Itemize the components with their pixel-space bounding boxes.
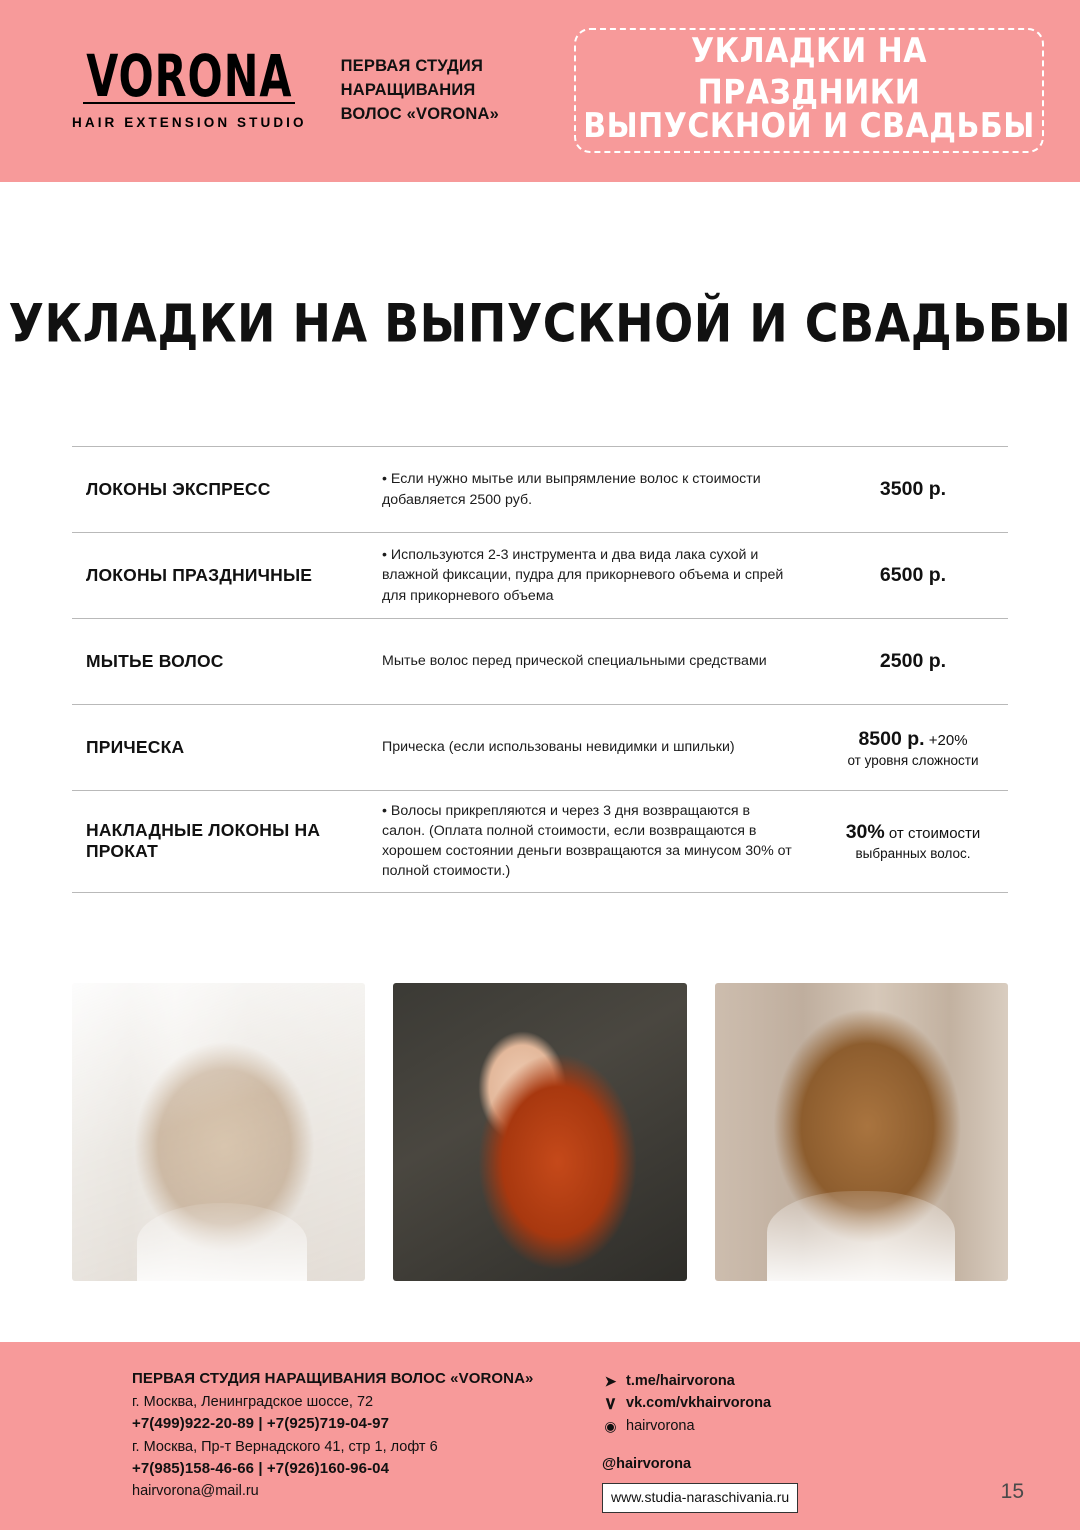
instagram-link[interactable] [602,1415,798,1437]
service-name: ЛОКОНЫ ЭКСПРЕСС [86,479,271,499]
page-title: УКЛАДКИ НА ВЫПУСКНОЙ И СВАДЬБЫ [8,291,1072,355]
service-name: ЛОКОНЫ ПРАЗДНИЧНЫЕ [86,565,313,585]
studio-line-1: ПЕРВАЯ СТУДИЯ [340,57,484,76]
telegram-icon: ➤ [604,1373,617,1390]
vk-label: vk.com/vkhairvorona [626,1395,772,1412]
price-note: от уровня сложности [847,752,979,768]
footer-phones-2: +7(985)158-46-66 | +7(926)160-96-04 [132,1459,390,1477]
telegram-link[interactable] [602,1370,798,1392]
price-value: 8500 р. [858,727,925,750]
service-description: • Волосы прикрепляются и через 3 дня возвращаются в салон. (Оплата полной стоимости, если возвращаются в хорошем состоянии деньги возвращаются за минусом 30% от полной стоимости.) [382,803,792,880]
hairstyle-photo-2 [393,983,686,1281]
service-name: МЫТЬЕ ВОЛОС [86,651,224,671]
service-name: НАКЛАДНЫЕ ЛОКОНЫ НА ПРОКАТ [86,820,321,862]
instagram-label: hairvorona [626,1417,695,1434]
page-number: 15 [1000,1480,1024,1503]
photo-gallery [72,983,1008,1281]
logo-block [72,42,500,130]
price-value: 2500 р. [879,650,947,672]
logo-tagline: HAIR EXTENSION STUDIO [72,114,307,130]
social-handle: @hairvorona [602,1456,692,1473]
service-description: • Если нужно мытье или выпрямление волос к стоимости добавляется 2500 руб. [382,471,761,508]
header-badge-line-1: УКЛАДКИ НА ПРАЗДНИКИ [691,31,927,112]
price-table [72,446,1008,893]
service-name: ПРИЧЕСКА [86,737,185,757]
vk-icon: 𝐕 [605,1395,616,1412]
footer-email[interactable]: hairvorona@mail.ru [132,1483,259,1500]
page-footer [0,1342,1080,1530]
footer-phones-1: +7(499)922-20-89 | +7(925)719-04-97 [132,1414,390,1432]
table-row [72,705,1008,791]
service-price [818,650,1008,673]
logo-wordmark: VORONA [86,42,293,110]
header-badge-line-2: ВЫПУСКНОЙ И СВАДЬБЫ [583,106,1035,146]
price-value: 3500 р. [879,478,947,500]
table-row [72,791,1008,893]
footer-social [602,1368,798,1530]
service-description: Прическа (если использованы невидимки и шпильки) [382,739,735,756]
hairstyle-photo-3 [715,983,1008,1281]
price-note: выбранных волос. [855,846,971,862]
telegram-label: t.me/hairvorona [626,1373,735,1389]
header-badge [574,28,1044,153]
price-modifier: +20% [924,731,968,749]
studio-line-3: ВОЛОС «VORONA» [340,104,500,123]
footer-address-2: г. Москва, Пр-т Вернадского 41, стр 1, лофт 6 [132,1438,438,1455]
table-row [72,619,1008,705]
studio-description [341,55,499,127]
service-description: • Используются 2-3 инструмента и два вида лака сухой и влажной фиксации, пудра для прикорневого объема и спрей для прикорневого объема [382,547,784,604]
footer-company-name: ПЕРВАЯ СТУДИЯ НАРАЩИВАНИЯ ВОЛОС «VORONA» [132,1370,534,1387]
table-row [72,533,1008,619]
price-modifier: от стоимости [884,825,981,843]
vorona-logo [72,42,307,130]
table-row [72,447,1008,533]
footer-address-1: г. Москва, Ленинградское шоссе, 72 [132,1393,374,1410]
vk-link[interactable] [602,1392,798,1414]
service-price [818,728,1008,768]
service-price [818,564,1008,587]
instagram-icon: ◉ [604,1418,617,1435]
service-description: Мытье волос перед прической специальными средствами [382,653,767,670]
website-link[interactable]: www.studia-naraschivania.ru [602,1483,798,1513]
studio-line-2: НАРАЩИВАНИЯ [340,81,476,100]
service-price [818,821,1008,861]
service-price [818,478,1008,501]
price-value: 30% [845,821,885,844]
page-header [0,0,1080,182]
hairstyle-photo-1 [72,983,365,1281]
price-value: 6500 р. [879,564,947,586]
footer-contacts [132,1368,602,1530]
